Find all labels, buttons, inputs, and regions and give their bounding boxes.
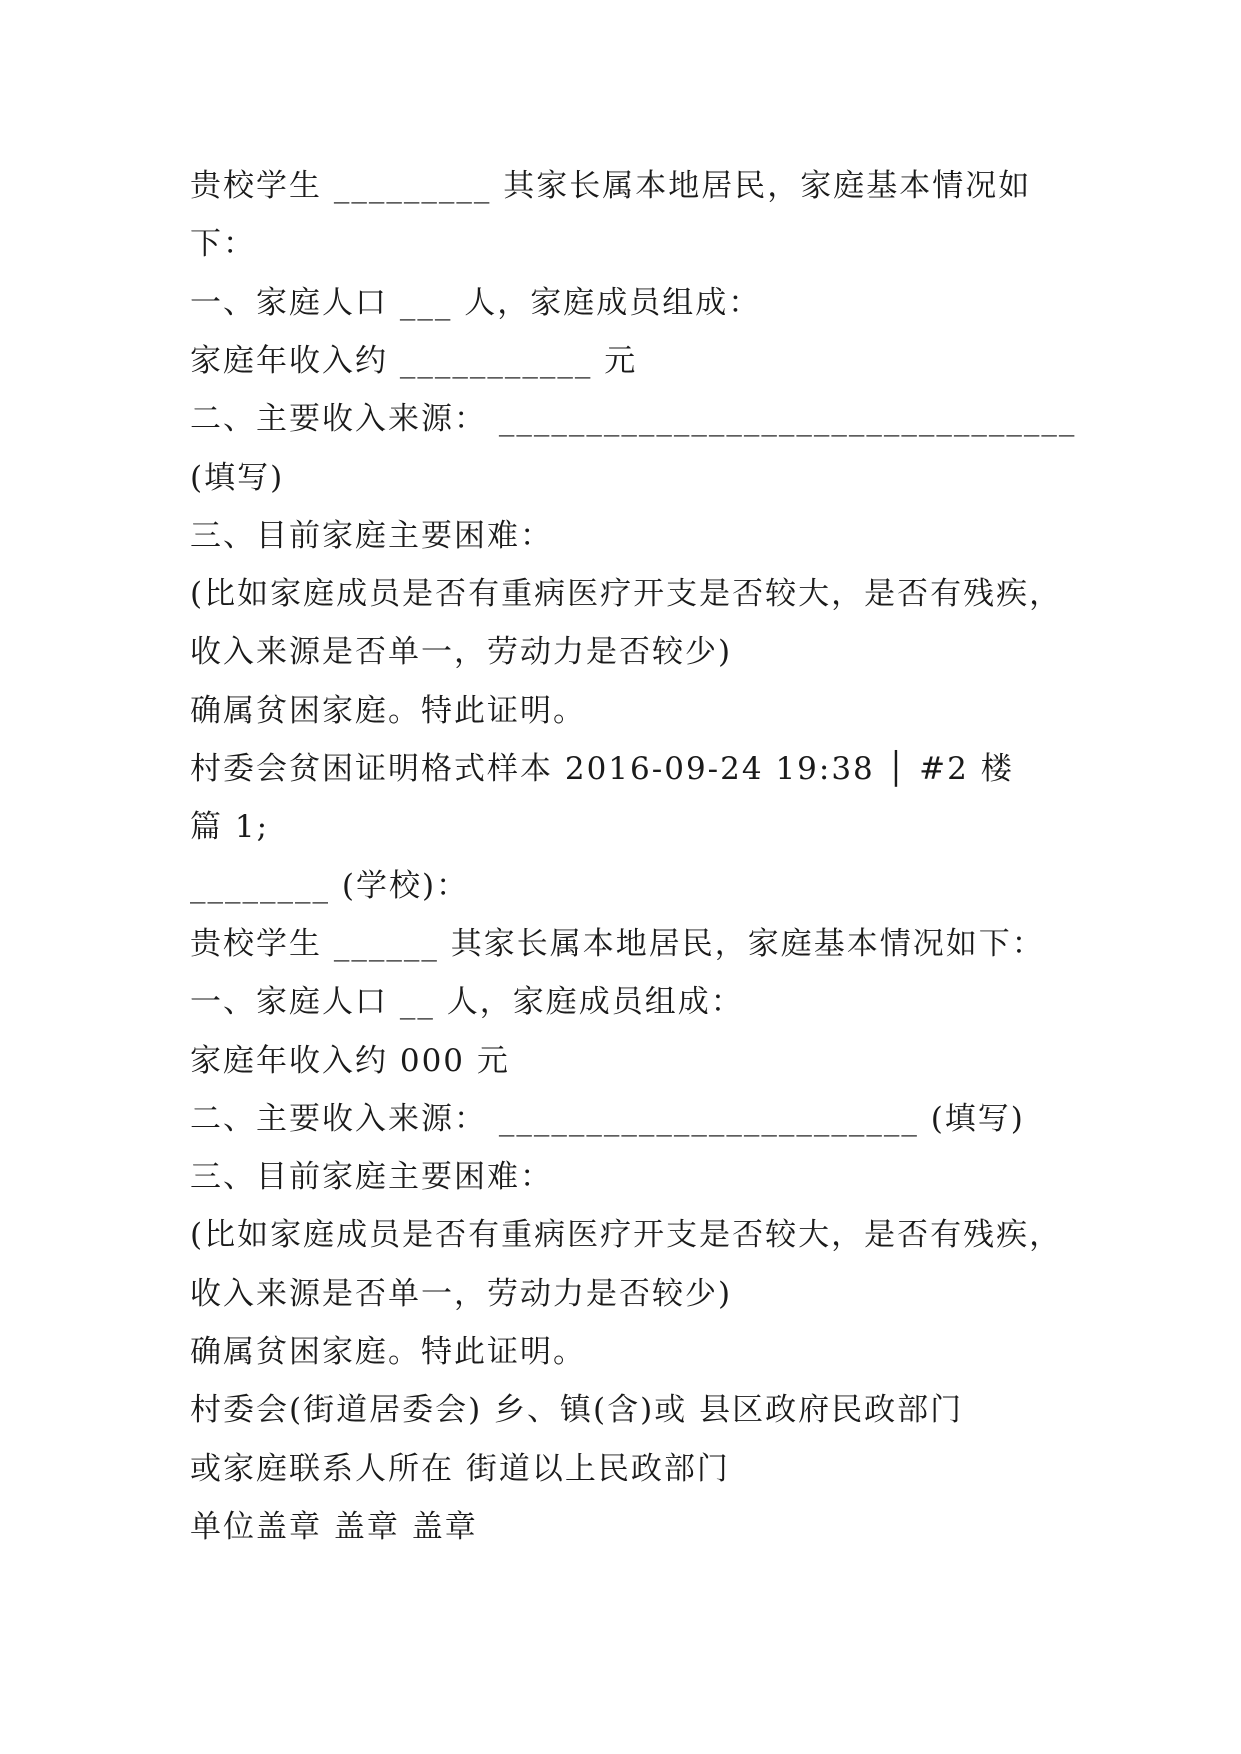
text-line: ________ (学校)： (190, 868, 470, 904)
text-line: 贵校学生 ______ 其家长属本地居民，家庭基本情况如下： (190, 926, 1045, 962)
text-line: 或家庭联系人所在 街道以上民政部门 (190, 1451, 730, 1487)
text-line: 收入来源是否单一，劳动力是否较少) (190, 1276, 733, 1312)
text-line: 村委会(街道居委会) 乡、镇(含)或 县区政府民政部门 (190, 1392, 964, 1428)
text-line: 确属贫困家庭。特此证明。 (190, 693, 586, 729)
text-line: 收入来源是否单一，劳动力是否较少) (190, 634, 733, 670)
text-line: 确属贫困家庭。特此证明。 (190, 1334, 586, 1370)
text-line: 三、目前家庭主要困难： (190, 518, 553, 554)
text-line: 贵校学生 _________ 其家长属本地居民，家庭基本情况如 (190, 168, 1032, 204)
text-line: 一、家庭人口 ___ 人，家庭成员组成： (190, 285, 762, 321)
text-line: (填写) (190, 460, 285, 496)
text-line: 家庭年收入约 ___________ 元 (190, 343, 638, 379)
text-line: 一、家庭人口 __ 人，家庭成员组成： (190, 984, 744, 1020)
text-line: 篇 1; (190, 809, 270, 845)
text-line: (比如家庭成员是否有重病医疗开支是否较大，是否有残疾， (190, 576, 1063, 612)
text-line: 家庭年收入约 000 元 (190, 1043, 510, 1079)
text-line: 三、目前家庭主要困难： (190, 1159, 553, 1195)
text-line: 下： (190, 226, 256, 262)
text-line: (比如家庭成员是否有重病医疗开支是否较大，是否有残疾， (190, 1217, 1063, 1253)
text-line: 二、主要收入来源： ________________________ (填写) (190, 1101, 1025, 1137)
text-line: 村委会贫困证明格式样本 2016-09-24 19:38 │ #2 楼 (190, 751, 1014, 787)
text-line: 单位盖章 盖章 盖章 (190, 1509, 478, 1545)
text-line: 二、主要收入来源： _________________________________ (190, 401, 1077, 437)
